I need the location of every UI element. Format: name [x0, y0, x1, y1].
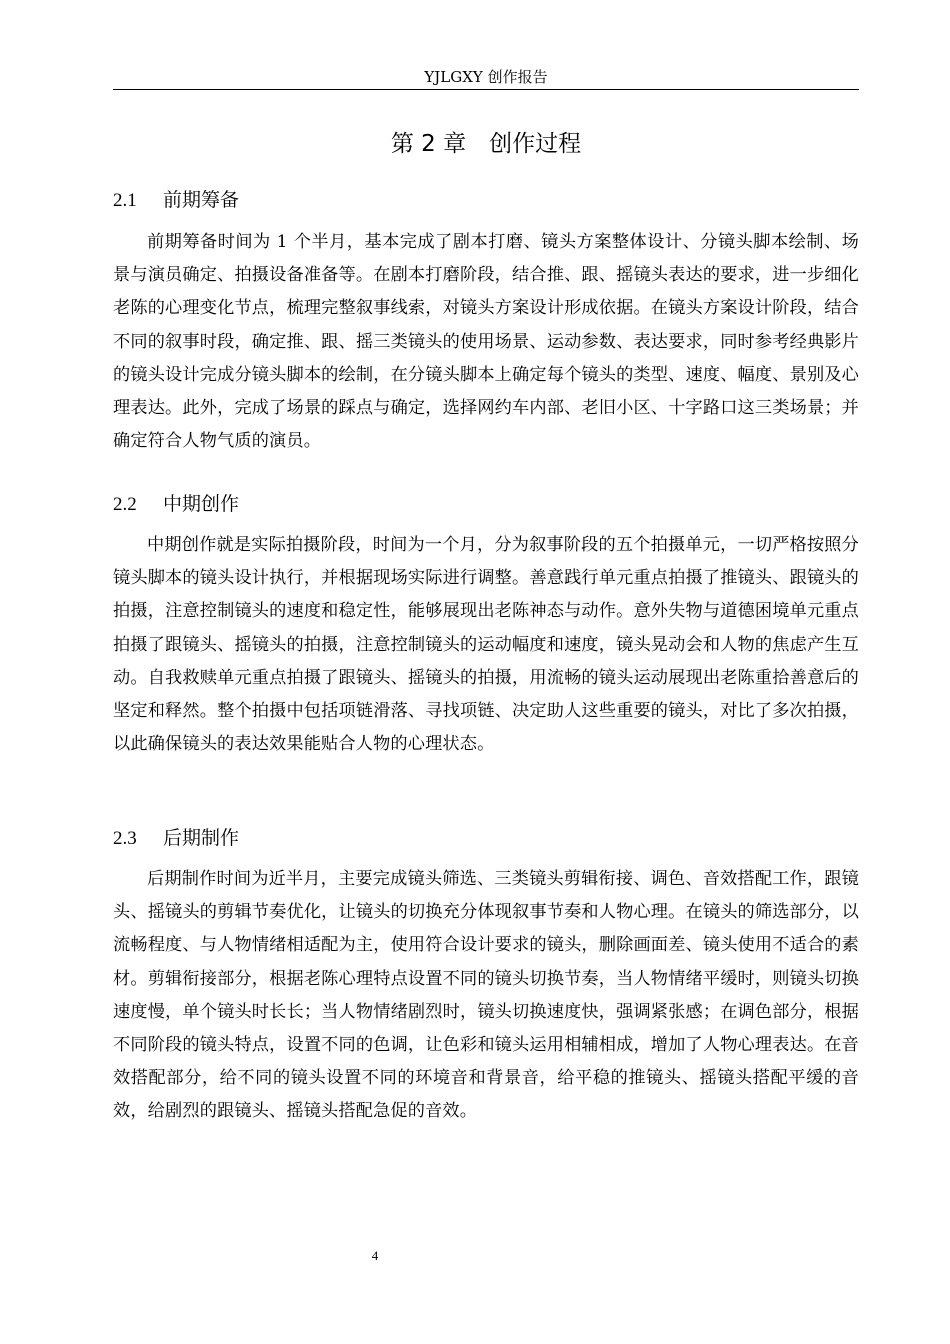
section-number: 2.1	[113, 190, 137, 211]
section-body-2-1: 前期筹备时间为 1 个半月，基本完成了剧本打磨、镜头方案整体设计、分镜头脚本绘制、场景与演员确定、拍摄设备准备等。在剧本打磨阶段，结合推、跟、摇镜头表达的要求，进一步细化老陈的心理变化节点，梳理完整叙事线索，对镜头方案设计形成依据。在镜头方案设计阶段，结合不同的叙事时段，确定推、跟、摇三类镜头的使用场景、运动参数、表达要求，同时参考经典影片的镜头设计完成分镜头脚本的绘制，在分镜头脚本上确定每个镜头的类型、速度、幅度、景别及心理表达。此外，完成了场景的踩点与确定，选择网约车内部、老旧小区、十字路口这三类场景；并确定符合人物气质的演员。	[113, 232, 859, 452]
page-number: 4	[371, 1248, 379, 1263]
section-number: 2.2	[113, 494, 137, 515]
running-header: YJLGXY 创作报告	[424, 68, 548, 86]
section-title: 后期制作	[163, 827, 240, 849]
chapter-title: 第 2 章 创作过程	[390, 131, 582, 158]
section-title: 前期筹备	[163, 189, 240, 211]
section-number: 2.3	[113, 828, 137, 849]
section-heading-2-2	[113, 490, 239, 519]
header-rule	[113, 89, 859, 90]
section-heading-2-1	[113, 186, 239, 215]
section-body-2-2: 中期创作就是实际拍摄阶段，时间为一个月，分为叙事阶段的五个拍摄单元，一切严格按照分镜头脚本的镜头设计执行，并根据现场实际进行调整。善意践行单元重点拍摄了推镜头、跟镜头的拍摄，注意控制镜头的速度和稳定性，能够展现出老陈神态与动作。意外失物与道德困境单元重点拍摄了跟镜头、摇镜头的拍摄，注意控制镜头的运动幅度和速度，镜头晃动会和人物的焦虑产生互动。自我救赎单元重点拍摄了跟镜头、摇镜头的拍摄，用流畅的镜头运动展现出老陈重拾善意后的坚定和释然。整个拍摄中包括项链滑落、寻找项链、决定助人这些重要的镜头，对比了多次拍摄，以此确保镜头的表达效果能贴合人物的心理状态。	[113, 535, 859, 755]
section-body-2-3: 后期制作时间为近半月，主要完成镜头筛选、三类镜头剪辑衔接、调色、音效搭配工作，跟镜头、摇镜头的剪辑节奏优化，让镜头的切换充分体现叙事节奏和人物心理。在镜头的筛选部分，以流畅程度、与人物情绪相适配为主，使用符合设计要求的镜头，删除画面差、镜头使用不适合的素材。剪辑衔接部分，根据老陈心理特点设置不同的镜头切换节奏，当人物情绪平缓时，则镜头切换速度慢，单个镜头时长长；当人物情绪剧烈时，镜头切换速度快，强调紧张感；在调色部分，根据不同阶段的镜头特点，设置不同的色调，让色彩和镜头运用相辅相成，增加了人物心理表达。在音效搭配部分，给不同的镜头设置不同的环境音和背景音，给平稳的推镜头、摇镜头搭配平缓的音效，给剧烈的跟镜头、摇镜头搭配急促的音效。	[113, 869, 859, 1122]
section-title: 中期创作	[163, 493, 240, 515]
section-heading-2-3	[113, 824, 239, 853]
